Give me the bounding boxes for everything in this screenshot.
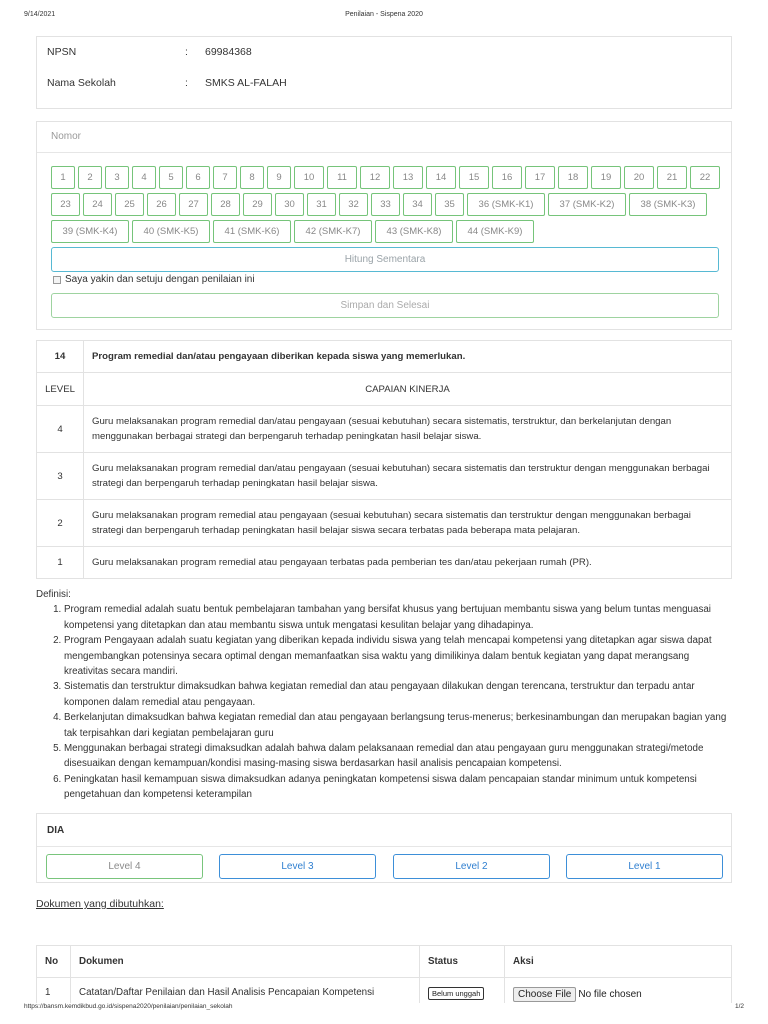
nomor-button-34[interactable]: 34 [403, 193, 432, 216]
definisi-item: 5. Menggunakan berbagai strategi dimaksudkan adalah bahwa dalam pelaksanaan remedial dan atau pengayaan guru menggunakan strategi/metode disesuaikan dengan kemampuan/kondisi masing-masing siswa berdasarkan hasil analisis pencapaian kompetensi. [64, 741, 736, 772]
level-4-button[interactable]: Level 4 [46, 854, 203, 879]
level-header: LEVEL [37, 373, 84, 406]
nomor-button-44[interactable]: 44 (SMK-K9) [456, 220, 534, 243]
col-dokumen: Dokumen [71, 946, 420, 978]
col-no: No [37, 946, 71, 978]
print-header [0, 11, 768, 23]
nomor-button-5[interactable]: 5 [159, 166, 183, 189]
school-name-colon: : [185, 77, 188, 89]
nomor-button-7[interactable]: 7 [213, 166, 237, 189]
level-number: 4 [37, 406, 84, 453]
nomor-button-20[interactable]: 20 [624, 166, 654, 189]
level-number: 2 [37, 500, 84, 547]
nomor-button-4[interactable]: 4 [132, 166, 156, 189]
nomor-button-3[interactable]: 3 [105, 166, 129, 189]
nomor-button-14[interactable]: 14 [426, 166, 456, 189]
npsn-value: 69984368 [205, 46, 252, 58]
level-number: 1 [37, 547, 84, 579]
nomor-button-37[interactable]: 37 (SMK-K2) [548, 193, 626, 216]
page-url: https://bansm.kemdikbud.go.id/sispena2020/penilaian/penilaian_sekolah [24, 1003, 233, 1010]
row-no: 1 [37, 978, 71, 1008]
level-number: 3 [37, 453, 84, 500]
level-row [37, 453, 732, 500]
nomor-button-18[interactable]: 18 [558, 166, 588, 189]
nomor-button-38[interactable]: 38 (SMK-K3) [629, 193, 707, 216]
print-title: Penilaian - Sispena 2020 [345, 11, 423, 18]
school-name-value: SMKS AL-FALAH [205, 77, 287, 89]
nomor-button-40[interactable]: 40 (SMK-K5) [132, 220, 210, 243]
level-row [37, 406, 732, 453]
level-1-button[interactable]: Level 1 [566, 854, 723, 879]
nomor-button-15[interactable]: 15 [459, 166, 489, 189]
nomor-button-42[interactable]: 42 (SMK-K7) [294, 220, 372, 243]
nomor-button-19[interactable]: 19 [591, 166, 621, 189]
hitung-sementara-button[interactable]: Hitung Sementara [51, 247, 719, 272]
nomor-button-35[interactable]: 35 [435, 193, 464, 216]
definisi-title: Definisi: [36, 589, 71, 600]
nomor-button-6[interactable]: 6 [186, 166, 210, 189]
level-text: Guru melaksanakan program remedial atau pengayaan terbatas pada pemberian tes dan/atau pekerjaan rumah (PR). [84, 547, 732, 579]
dia-title: DIA [47, 825, 65, 836]
npsn-label: NPSN [47, 46, 77, 58]
nomor-button-13[interactable]: 13 [393, 166, 423, 189]
nomor-button-23[interactable]: 23 [51, 193, 80, 216]
school-info-card [36, 36, 732, 109]
definisi-list [36, 602, 736, 802]
kinerja-statement: Program remedial dan/atau pengayaan diberikan kepada siswa yang memerlukan. [84, 341, 732, 373]
school-name-label: Nama Sekolah [47, 77, 116, 89]
agree-checkbox-row[interactable] [53, 274, 255, 285]
nomor-panel [36, 121, 732, 330]
nomor-button-41[interactable]: 41 (SMK-K6) [213, 220, 291, 243]
dokumen-table [36, 945, 732, 1008]
level-text: Guru melaksanakan program remedial atau pengayaan (sesuai kebutuhan) secara sistematis dan terstruktur dengan menggunakan berbagai strategi dan berpengaruh terhadap peningkatan hasil belajar siswa secara terbatas pada beberapa mata pelajaran. [84, 500, 732, 547]
nomor-row-1 [51, 166, 720, 189]
nomor-button-27[interactable]: 27 [179, 193, 208, 216]
nomor-button-9[interactable]: 9 [267, 166, 291, 189]
nomor-button-8[interactable]: 8 [240, 166, 264, 189]
status-badge: Belum unggah [428, 987, 484, 1000]
kinerja-header-row [37, 373, 732, 406]
dokumen-header-row [37, 946, 732, 978]
definisi-item: 4. Berkelanjutan dimaksudkan bahwa kegiatan remedial dan atau pengayaan berlangsung terus-menerus; berkesinambungan dan merupakan bagian yang tak terpisahkan dari kegiatan pembelajaran guru [64, 710, 736, 741]
level-3-button[interactable]: Level 3 [219, 854, 376, 879]
row-dokumen: Catatan/Daftar Penilaian dan Hasil Analisis Pencapaian Kompetensi [71, 978, 420, 1008]
nomor-button-21[interactable]: 21 [657, 166, 687, 189]
kinerja-table [36, 340, 732, 579]
nomor-button-26[interactable]: 26 [147, 193, 176, 216]
nomor-button-31[interactable]: 31 [307, 193, 336, 216]
choose-file-button[interactable]: Choose File [513, 987, 576, 1002]
npsn-colon: : [185, 46, 188, 58]
nomor-button-39[interactable]: 39 (SMK-K4) [51, 220, 129, 243]
nomor-button-17[interactable]: 17 [525, 166, 555, 189]
nomor-label: Nomor [51, 131, 82, 142]
nomor-button-43[interactable]: 43 (SMK-K8) [375, 220, 453, 243]
nomor-button-28[interactable]: 28 [211, 193, 240, 216]
definisi-section [36, 587, 736, 803]
nomor-button-29[interactable]: 29 [243, 193, 272, 216]
divider [37, 846, 731, 847]
level-row [37, 547, 732, 579]
agree-label: Saya yakin dan setuju dengan penilaian ini [65, 274, 255, 285]
level-row [37, 500, 732, 547]
dia-panel [36, 813, 732, 883]
nomor-button-36[interactable]: 36 (SMK-K1) [467, 193, 545, 216]
divider [37, 152, 731, 153]
agree-checkbox[interactable] [53, 276, 61, 284]
kinerja-statement-row [37, 341, 732, 373]
col-aksi: Aksi [505, 946, 732, 978]
kinerja-number: 14 [37, 341, 84, 373]
level-2-button[interactable]: Level 2 [393, 854, 550, 879]
dokumen-label: Dokumen yang dibutuhkan: [36, 898, 164, 910]
page-number: 1/2 [734, 1003, 744, 1010]
nomor-button-1[interactable]: 1 [51, 166, 75, 189]
nomor-button-12[interactable]: 12 [360, 166, 390, 189]
level-text: Guru melaksanakan program remedial dan/atau pengayaan (sesuai kebutuhan) secara sistematis, terstruktur, dan berkelanjutan dengan menggunakan berbagai strategi dan berpengaruh terhadap peningkatan hasil belajar siswa. [84, 406, 732, 453]
nomor-button-10[interactable]: 10 [294, 166, 324, 189]
simpan-selesai-button[interactable]: Simpan dan Selesai [51, 293, 719, 318]
nomor-button-16[interactable]: 16 [492, 166, 522, 189]
col-status: Status [420, 946, 505, 978]
nomor-row-2 [51, 193, 707, 216]
nomor-button-33[interactable]: 33 [371, 193, 400, 216]
nomor-button-25[interactable]: 25 [115, 193, 144, 216]
definisi-item: 3. Sistematis dan terstruktur dimaksudkan bahwa kegiatan remedial dan atau pengayaan dilakukan dengan terencana, terstruktur dan terpadu antar komponen dalam remedial atau pengayaan. [64, 679, 736, 710]
print-date: 9/14/2021 [24, 11, 56, 18]
nomor-button-2[interactable]: 2 [78, 166, 102, 189]
nomor-button-30[interactable]: 30 [275, 193, 304, 216]
nomor-button-22[interactable]: 22 [690, 166, 720, 189]
level-text: Guru melaksanakan program remedial dan/atau pengayaan (sesuai kebutuhan) secara sistematis dan terstruktur dengan menggunakan berbagai strategi dan berpengaruh terhadap peningkatan hasil belajar siswa. [84, 453, 732, 500]
nomor-row-3 [51, 220, 534, 243]
capaian-header: CAPAIAN KINERJA [84, 373, 732, 406]
definisi-item: 2. Program Pengayaan adalah suatu kegiatan yang diberikan kepada individu siswa yang telah mencapai kompetensi yang ditetapkan agar siswa dapat mengembangkan potensinya secara optimal dengan memanfaatkan sisa waktu yang dimilikinya dalam bentuk kegiatan yang dapat merangsang kreativitas secara mandiri. [64, 633, 736, 679]
nomor-button-11[interactable]: 11 [327, 166, 357, 189]
nomor-button-32[interactable]: 32 [339, 193, 368, 216]
print-footer [0, 1003, 768, 1015]
file-status: No file chosen [578, 989, 642, 1000]
definisi-item: 1. Program remedial adalah suatu bentuk pembelajaran tambahan yang bersifat khusus yang bertujuan membantu siswa yang belum tuntas menguasai kompetensi yang ditetapkan dan atau membantu siswa untuk mengatasi kesulitan belajar yang dihadapinya. [64, 602, 736, 633]
nomor-button-24[interactable]: 24 [83, 193, 112, 216]
definisi-item: 6. Peningkatan hasil kemampuan siswa dimaksudkan adanya peningkatan kompetensi siswa dalam pencapaian standar minimum untuk kompetensi pengetahuan dan kompetensi keterampilan [64, 772, 736, 803]
